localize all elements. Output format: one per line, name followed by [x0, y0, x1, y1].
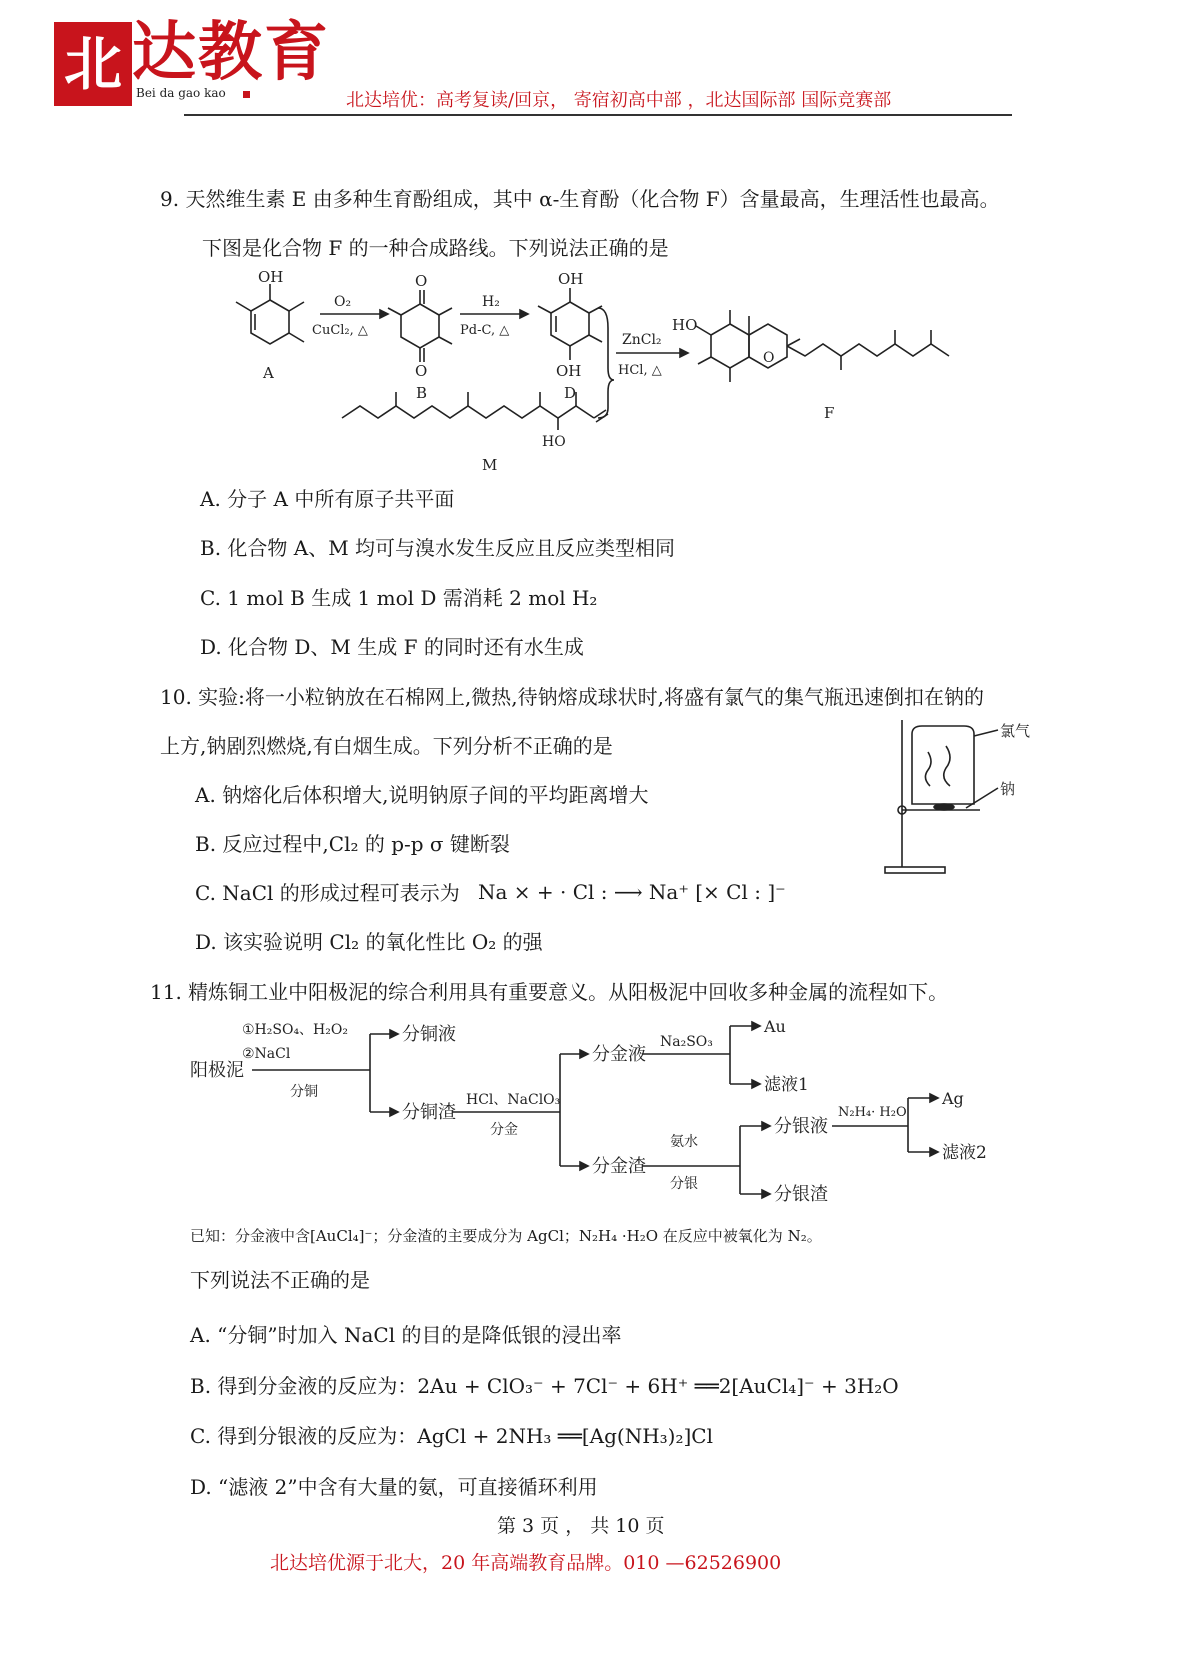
flow-reagent-gold: HCl、NaClO₃: [466, 1092, 561, 1108]
q11-option-b: B. 得到分金液的反应为：2Au + ClO₃⁻ + 7Cl⁻ + 6H⁺ ══2[AuCl₄]⁻ + 3H₂O: [190, 1374, 899, 1398]
q9-stem-line1: 9. 天然维生素 E 由多种生育酚组成，其中 α-生育酚（化合物 F）含量最高，生理活性也最高。: [160, 187, 1000, 211]
q9-stem-line2: 下图是化合物 F 的一种合成路线。下列说法正确的是: [202, 236, 669, 260]
flow-filtrate-1: 滤液1: [764, 1075, 809, 1095]
flow-filtrate-2: 滤液2: [942, 1143, 987, 1163]
q10-stem-line2: 上方,钠剧烈燃烧,有白烟生成。下列分析不正确的是: [160, 734, 613, 758]
flow-copper-liquid: 分铜液: [402, 1024, 456, 1045]
flow-silver-residue: 分银渣: [774, 1184, 828, 1205]
q11-ask: 下列说法不正确的是: [190, 1268, 370, 1292]
label-d: D: [564, 384, 577, 402]
q9-synthesis-scheme: [220, 268, 1020, 478]
page-number: 第 3 页 ， 共 10 页: [497, 1515, 665, 1537]
q9-option-c: C. 1 mol B 生成 1 mol D 需消耗 2 mol H₂: [200, 586, 598, 610]
b-o-bottom: O: [415, 362, 428, 380]
flow-gold-liquid: 分金液: [592, 1044, 646, 1065]
flow-reagent-na2so3: Na₂SO₃: [660, 1034, 713, 1050]
q10-option-c: C. NaCl 的形成过程可表示为: [195, 881, 460, 905]
q11-known-info: 已知：分金液中含[AuCl₄]⁻；分金渣的主要成分为 AgCl；N₂H₄ ·H₂O 在反应中被氧化为 N₂。: [190, 1227, 822, 1245]
apparatus-label-chlorine: 氯气: [1000, 722, 1030, 740]
q10-option-a: A. 钠熔化后体积增大,说明钠原子间的平均距离增大: [195, 783, 649, 807]
flow-silver-liquid: 分银液: [774, 1116, 828, 1137]
f-o-label: O: [763, 350, 775, 366]
q10-stem-line1: 10. 实验:将一小粒钠放在石棉网上,微热,待钠熔成球状时,将盛有氯气的集气瓶迅速倒扣在钠的: [160, 685, 984, 709]
q10-formation-equation: Na × + · Cl : ⟶ Na⁺ [× Cl : ]⁻: [478, 880, 786, 904]
q11-process-flowchart: [190, 1012, 1030, 1212]
compound-a-structure: [236, 284, 304, 344]
flow-step-silver: 分银: [670, 1176, 698, 1192]
reagent1-top: O₂: [334, 294, 352, 310]
f-ho-label: HO: [672, 316, 698, 334]
q9-option-a: A. 分子 A 中所有原子共平面: [200, 487, 455, 511]
q9-option-d: D. 化合物 D、M 生成 F 的同时还有水生成: [200, 635, 584, 659]
flow-anode-mud: 阳极泥: [190, 1060, 244, 1081]
compound-f-structure: [696, 310, 949, 382]
q10-apparatus-figure: [880, 712, 1030, 882]
q10-option-b: B. 反应过程中,Cl₂ 的 p-p σ 键断裂: [195, 832, 510, 856]
flow-reagent-nacl: ②NaCl: [242, 1046, 291, 1062]
flow-au: Au: [764, 1017, 786, 1036]
footer-advertisement: 北达培优源于北大，20 年高端教育品牌。010 —62526900: [270, 1552, 782, 1574]
reagent2-top: H₂: [482, 294, 500, 310]
label-b: B: [416, 384, 428, 402]
q11-option-a: A. “分铜”时加入 NaCl 的目的是降低银的浸出率: [190, 1323, 622, 1347]
flow-reagent-acid: ①H₂SO₄、H₂O₂: [242, 1022, 348, 1038]
logo-subtitle: Bei da gao kao: [136, 86, 226, 100]
logo-mark: 北: [54, 22, 132, 106]
q11-option-c: C. 得到分银液的反应为：AgCl + 2NH₃ ══[Ag(NH₃)₂]Cl: [190, 1424, 713, 1448]
label-m: M: [482, 456, 498, 474]
reagent3-bottom: HCl, △: [618, 363, 662, 378]
q10-option-d: D. 该实验说明 Cl₂ 的氧化性比 O₂ 的强: [195, 930, 543, 954]
compound-d-structure: [538, 288, 602, 360]
flow-ag: Ag: [942, 1089, 964, 1108]
q11-option-d: D. “滤液 2”中含有大量的氨，可直接循环利用: [190, 1475, 598, 1499]
compound-b-structure: [388, 290, 452, 362]
q9-option-b: B. 化合物 A、M 均可与溴水发生反应且反应类型相同: [200, 536, 676, 560]
flow-step-copper: 分铜: [290, 1084, 318, 1100]
b-o-top: O: [415, 272, 428, 290]
a-oh-label: OH: [258, 268, 284, 286]
m-ho-label: HO: [542, 434, 566, 450]
d-oh-top: OH: [558, 270, 584, 288]
q11-stem: 11. 精炼铜工业中阳极泥的综合利用具有重要意义。从阳极泥中回收多种金属的流程如下。: [150, 980, 949, 1004]
label-f: F: [824, 404, 835, 422]
flow-gold-residue: 分金渣: [592, 1156, 646, 1177]
reagent1-bottom: CuCl₂, △: [312, 323, 368, 338]
reagent3-top: ZnCl₂: [622, 332, 662, 348]
logo-text: 达教育: [132, 15, 330, 90]
flow-step-gold: 分金: [490, 1122, 518, 1138]
flow-reagent-ammonia: 氨水: [670, 1134, 698, 1150]
header-divider: [184, 114, 1012, 116]
flow-copper-residue: 分铜渣: [402, 1102, 456, 1123]
d-oh-bottom: OH: [556, 362, 582, 380]
logo-square-icon: [243, 91, 250, 98]
reagent2-bottom: Pd-C, △: [460, 323, 510, 338]
header-slogan: 北达培优：高考复读/回京， 寄宿初高中部 ，北达国际部 国际竞赛部: [346, 90, 892, 111]
label-a: A: [263, 364, 274, 382]
flow-reagent-n2h4: N₂H₄· H₂O: [838, 1105, 907, 1120]
apparatus-label-sodium: 钠: [1000, 780, 1016, 798]
